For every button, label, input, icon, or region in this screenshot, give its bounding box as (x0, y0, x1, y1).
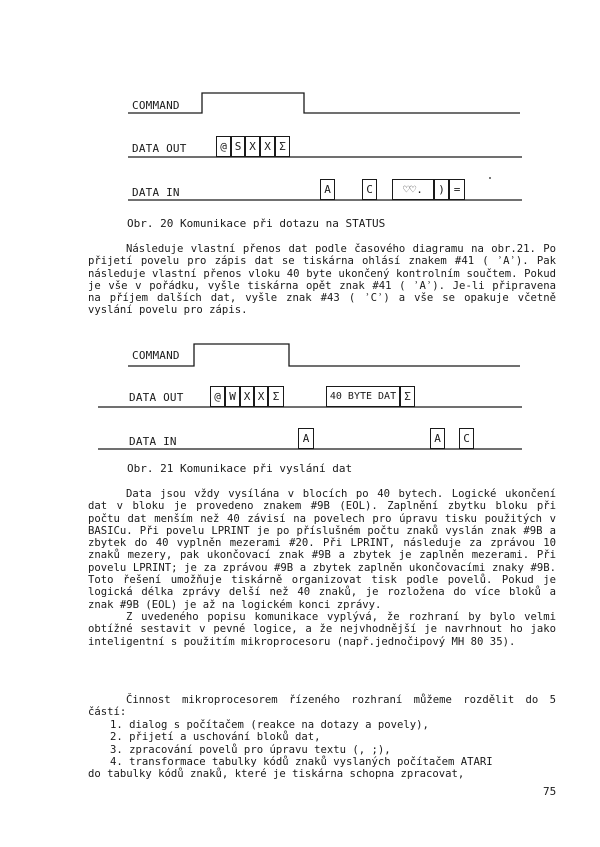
data-in-cell: A (430, 428, 445, 449)
figure-caption: Obr. 20 Komunikace při dotazu na STATUS (127, 217, 386, 230)
paragraph-text: Data jsou vždy vysílána v blocích po 40 bytech. Logické ukončení dat v bloku je provedeno znakem #9B (EOL). Zaplnění zbytku bloku při počtu dat menším než 40 závisí na povelech pro úpravu tisku použitých v BASICu. Při povelu LPRINT je po příslušném počtu znaků vyslán znak #9B a zbytek do 40 vyplněn mezerami #20. Při LPRINT, následuje za zprávou 10 znaků mezery, pak ukončovací znak #9B a zbytek je zaplněn mezerami. Při povelu LPRINT; je za zprávou #9B a zbytek zaplněn ukončovacími znaky #9B. Toto řešení umožňuje tiskárně organizovat tisk podle povelů. Pokud je logická délka zprávy delší než 40 znaků, je rozložena do více bloků a znak #9B (EOL) je až na logickém konci zprávy. (88, 488, 556, 611)
data-out-cell: X (240, 386, 254, 407)
data-block-cell: 40 BYTE DAT (326, 386, 400, 407)
data-in-cell: C (362, 179, 377, 200)
data-in-label: DATA IN (132, 186, 180, 199)
paragraph-text: Činnost mikroprocesorem řízeného rozhraní můžeme rozdělit do 5 částí: (88, 694, 556, 719)
page-number: 75 (543, 785, 557, 798)
data-in-cell: C (459, 428, 474, 449)
list-item-continuation: do tabulky kódů znaků, které je tiskárna schopna zpracovat, (88, 768, 465, 781)
figure-caption: Obr. 21 Komunikace při vyslání dat (127, 462, 353, 475)
data-out-cell: @ (210, 386, 225, 407)
paragraph (88, 488, 556, 648)
data-out-cell: Σ (268, 386, 284, 407)
data-in-cell: ) (434, 179, 449, 200)
command-label: COMMAND (132, 99, 180, 112)
data-out-cell: X (254, 386, 268, 407)
data-in-cell: A (298, 428, 314, 449)
list-item: 4. transformace tabulky kódů znaků vyslaných počítačem ATARI (110, 755, 493, 768)
data-out-cell: S (231, 136, 245, 157)
data-block-sum-cell: Σ (400, 386, 415, 407)
paragraph-text: Z uvedeného popisu komunikace vyplývá, že rozhraní by bylo velmi obtížné sestavit v pevné logice, a že nejvhodnější je navrhnout ho jako inteligentní s použitím mikroprocesoru (např.jednočipový MH 80 35). (88, 610, 556, 648)
timing-diagram-write (0, 336, 600, 456)
data-out-cell: Σ (275, 136, 290, 157)
paragraph-text: Následuje vlastní přenos dat podle časového diagramu na obr.21. Po přijetí povelu pro zápis dat se tiskárna ohlásí znakem #41 ( ʾAʾ). Pak následuje vlastní přenos vloku 40 byte ukončený kontrolním součtem. Pokud je vše v pořádku, vyšle tiskárna opět znak #41 ( ʾAʾ). Je-li připravena na příjem dalších dat, vyšle znak #43 ( ʾCʾ) a vše se opakuje včetně vyslání povelu pro zápis. (88, 243, 556, 317)
data-out-label: DATA OUT (129, 391, 184, 404)
data-in-label: DATA IN (129, 435, 177, 448)
data-out-cell: @ (216, 136, 231, 157)
list-item: 2. přijetí a uschování bloků dat, (110, 731, 321, 744)
data-in-cell: = (449, 179, 465, 200)
timing-lines-1 (0, 80, 600, 210)
data-out-cell: W (225, 386, 240, 407)
paragraph (88, 694, 556, 719)
data-out-label: DATA OUT (132, 142, 187, 155)
data-in-cell: ♡♡. (392, 179, 434, 200)
data-out-cell: X (260, 136, 275, 157)
command-label: COMMAND (132, 349, 180, 362)
list-item: 1. dialog s počítačem (reakce na dotazy a povely), (110, 719, 429, 731)
list-item: 3. zpracování povelů pro úpravu textu (, ;), (110, 743, 391, 756)
data-in-cell: A (320, 179, 335, 200)
timing-diagram-status (0, 80, 600, 210)
data-out-cell: X (245, 136, 260, 157)
activity-list (88, 719, 558, 780)
paragraph (88, 243, 556, 317)
